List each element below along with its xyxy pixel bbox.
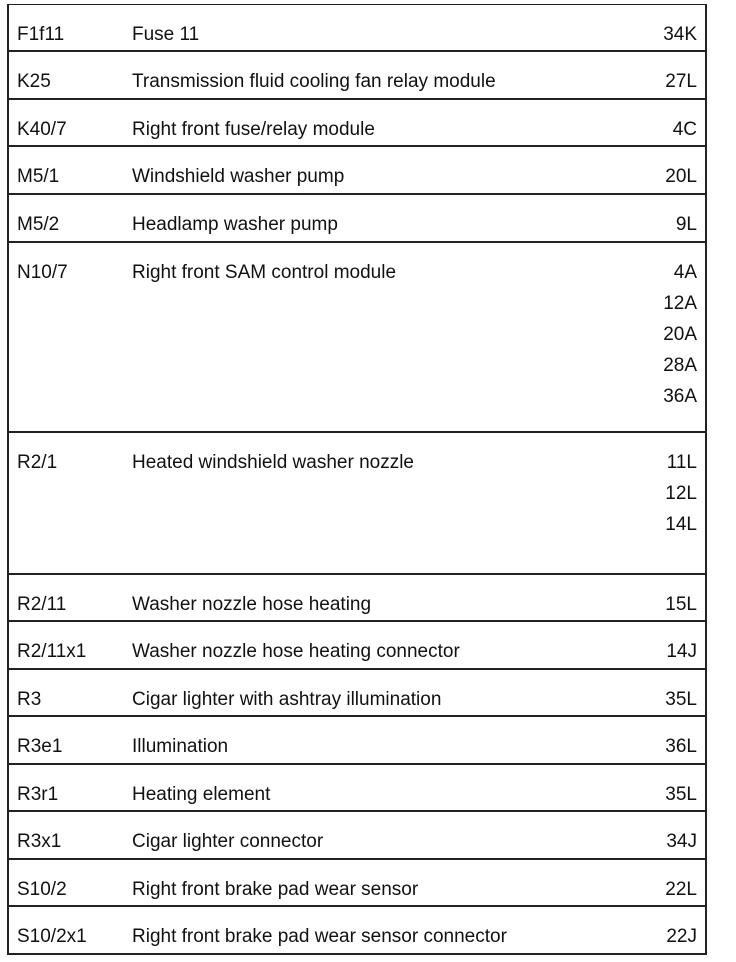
table-row [9, 243, 705, 433]
component-code: R2/11 [17, 594, 67, 615]
component-description: Heating element [132, 784, 271, 805]
component-code: R2/1 [17, 452, 58, 473]
component-description: Illumination [132, 736, 229, 757]
component-code: R3x1 [17, 831, 62, 852]
table-row [9, 717, 705, 765]
table-row [9, 433, 705, 575]
grid-location: 34J [666, 831, 697, 852]
table-row [9, 765, 705, 812]
component-description: Washer nozzle hose heating [132, 594, 372, 615]
component-description: Heated windshield washer nozzle [132, 452, 414, 473]
table-row [9, 670, 705, 717]
table-row [9, 52, 705, 100]
component-description: Right front brake pad wear sensor connector [132, 926, 507, 947]
grid-location: 15L [665, 594, 697, 615]
grid-location: 14J [666, 641, 697, 662]
table-row [9, 100, 705, 147]
component-description: Fuse 11 [132, 24, 200, 45]
grid-location: 9L [675, 214, 697, 235]
component-code: R2/11x1 [17, 641, 87, 662]
component-code: M5/1 [17, 166, 60, 187]
component-description: Right front fuse/relay module [132, 119, 375, 140]
component-description: Cigar lighter connector [132, 831, 324, 852]
component-code: R3e1 [17, 736, 63, 757]
component-description: Windshield washer pump [132, 166, 345, 187]
component-description: Washer nozzle hose heating connector [132, 641, 460, 662]
grid-location: 20L [665, 166, 697, 187]
grid-location: 35L [665, 784, 697, 805]
grid-location: 11L 12L 14L [665, 452, 697, 535]
grid-location: 27L [665, 71, 697, 92]
component-code: K25 [17, 71, 51, 92]
table-row [9, 860, 705, 907]
component-code: N10/7 [17, 262, 68, 283]
grid-location: 4C [672, 119, 697, 140]
component-table [7, 4, 707, 955]
table-row [9, 147, 705, 195]
table-row [9, 622, 705, 670]
component-description: Right front brake pad wear sensor [132, 879, 419, 900]
component-description: Transmission fluid cooling fan relay module [132, 71, 496, 92]
component-code: S10/2 [17, 879, 67, 900]
table-row [9, 575, 705, 622]
grid-location: 22J [666, 926, 697, 947]
component-code: M5/2 [17, 214, 60, 235]
component-code: R3 [17, 689, 42, 710]
grid-location: 35L [665, 689, 697, 710]
component-code: K40/7 [17, 119, 67, 140]
table-row [9, 5, 705, 52]
table-row [9, 812, 705, 860]
component-code: S10/2x1 [17, 926, 87, 947]
grid-location: 34K [663, 24, 697, 45]
component-description: Right front SAM control module [132, 262, 397, 283]
component-code: F1f11 [17, 24, 65, 45]
component-code: R3r1 [17, 784, 59, 805]
table-row [9, 907, 705, 955]
component-description: Headlamp washer pump [132, 214, 338, 235]
table-row [9, 195, 705, 243]
grid-location: 22L [665, 879, 697, 900]
grid-location: 36L [665, 736, 697, 757]
grid-location: 4A 12A 20A 28A 36A [663, 262, 697, 407]
component-description: Cigar lighter with ashtray illumination [132, 689, 442, 710]
